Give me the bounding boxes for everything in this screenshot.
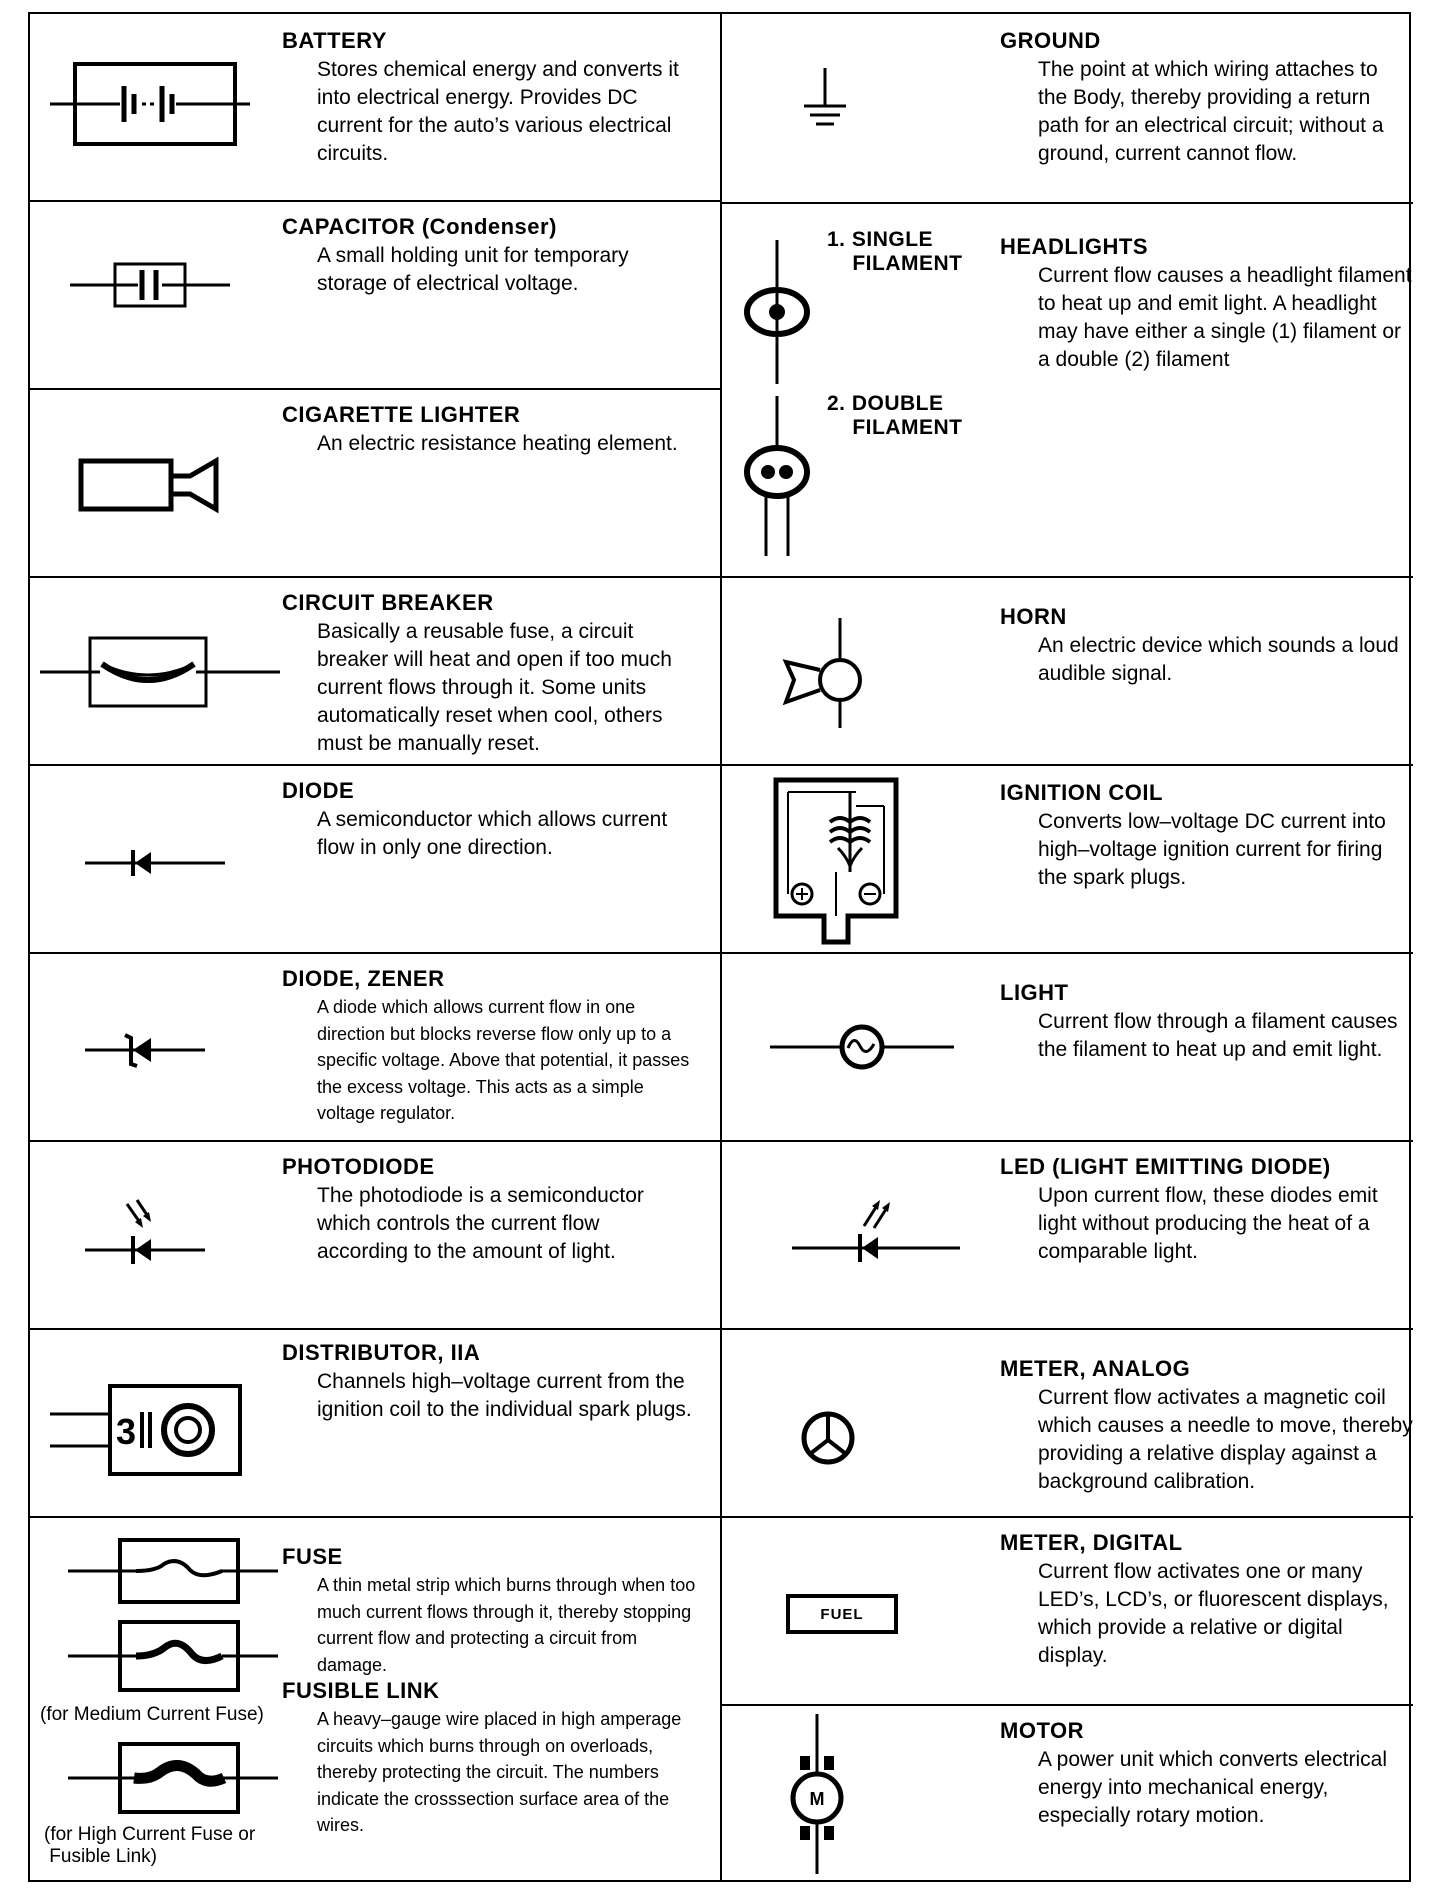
motor-icon [782, 1714, 852, 1874]
digital-meter-icon [786, 1594, 898, 1634]
photodiode-icon [85, 1198, 205, 1268]
entry-title: LIGHT [1000, 980, 1069, 1005]
entry-description: Channels high–voltage current from the ignition coil to the individual spark plugs. [317, 1370, 692, 1421]
entry-description: The point at which wiring attaches to the Body, thereby providing a return path for an electrical circuit; without a ground, current cannot flow. [1038, 58, 1384, 165]
ground-entry [722, 14, 1413, 202]
entry-title: GROUND [1000, 28, 1101, 53]
cigarette-lighter-icon [78, 456, 228, 516]
circuit-breaker-entry [30, 578, 720, 764]
fuse-icon [68, 1536, 278, 1606]
analog-meter-entry [722, 1330, 1413, 1516]
entry-description: A diode which allows current flow in one direction but blocks reverse flow only up to a specific voltage. Above that potential, it passes the excess voltage. This acts as a simple voltage regulator. [317, 997, 690, 1123]
double-filament-label: 2. DOUBLE FILAMENT [827, 392, 963, 439]
diode-icon [85, 848, 225, 878]
entry-title: PHOTODIODE [282, 1154, 435, 1179]
distributor-entry [30, 1330, 720, 1516]
digital-meter-entry [722, 1518, 1413, 1704]
entry-description: Current flow through a filament causes the filament to heat up and emit light. [1038, 1010, 1398, 1061]
medium-current-fuse-icon [68, 1618, 278, 1694]
entry-title: METER, ANALOG [1000, 1356, 1191, 1381]
battery-entry [30, 14, 720, 200]
entry-description: Basically a reusable fuse, a circuit breaker will heat and open if too much current flows through it. Some units automatically reset when cool, others must be manually reset. [317, 620, 672, 755]
horn-entry [722, 578, 1413, 764]
entry-title: DIODE [282, 778, 355, 803]
entry-description: The photodiode is a semiconductor which controls the current flow according to the amount of light. [317, 1184, 644, 1263]
capacitor-entry [30, 202, 720, 388]
ground-icon [800, 68, 850, 138]
fuse-title: FUSE [282, 1544, 343, 1569]
entry-description: Current flow causes a headlight filament to heat up and emit light. A headlight may have either a single (1) filament or a double (2) filament [1038, 264, 1412, 371]
entry-description: A power unit which converts electrical energy into mechanical energy, especially rotary motion. [1038, 1748, 1387, 1827]
zener-diode-icon [85, 1032, 205, 1068]
entry-title: METER, DIGITAL [1000, 1530, 1183, 1555]
capacitor-icon [70, 260, 230, 310]
entry-description: An electric resistance heating element. [317, 432, 678, 455]
entry-description: Current flow activates a magnetic coil which causes a needle to move, thereby providing a relative display against a background calibration. [1038, 1386, 1413, 1493]
symbol-chart [28, 12, 1411, 1882]
entry-title: DISTRIBUTOR, IIA [282, 1340, 481, 1365]
entry-description: Upon current flow, these diodes emit light without producing the heat of a comparable light. [1038, 1184, 1378, 1263]
entry-title: IGNITION COIL [1000, 780, 1163, 805]
battery-icon [50, 54, 250, 154]
light-entry [722, 954, 1413, 1140]
entry-description: Converts low–voltage DC current into high–voltage ignition current for firing the spark plugs. [1038, 810, 1386, 889]
double-filament-headlight-icon [742, 396, 812, 556]
entry-title: CIGARETTE LIGHTER [282, 402, 521, 427]
led-entry [722, 1142, 1413, 1328]
ignition-coil-icon [772, 776, 902, 946]
headlights-entry [722, 204, 1413, 576]
cigarette-lighter-entry [30, 390, 720, 576]
entry-title: DIODE, ZENER [282, 966, 445, 991]
ignition-coil-entry [722, 766, 1413, 952]
fusible-link-description: A heavy–gauge wire placed in high amperage circuits which burns through on overloads, thereby protecting the circuit. The numbers indicate the crosssection surface area of the wires. [317, 1709, 682, 1835]
digital-meter-display: FUEL [820, 1605, 864, 1623]
single-filament-label: 1. SINGLE FILAMENT [827, 228, 963, 275]
svg-text:3: 3 [116, 1411, 137, 1452]
diode-entry [30, 766, 720, 952]
circuit-breaker-icon [40, 634, 280, 710]
single-filament-headlight-icon [742, 240, 812, 384]
motor-entry [722, 1706, 1413, 1884]
entry-title: CIRCUIT BREAKER [282, 590, 494, 615]
fuse-description: A thin metal strip which burns through when too much current flows through it, thereby stopping current flow and protecting a circuit from damage. [317, 1575, 696, 1675]
entry-description: An electric device which sounds a loud audible signal. [1038, 634, 1399, 685]
light-icon [770, 1022, 954, 1072]
entry-title: CAPACITOR (Condenser) [282, 214, 557, 239]
entry-description: Stores chemical energy and converts it into electrical energy. Provides DC current for the auto’s various electrical circuits. [317, 58, 679, 165]
entry-title: HEADLIGHTS [1000, 234, 1148, 259]
zener-diode-entry [30, 954, 720, 1140]
high-current-note: (for High Current Fuse or Fusible Link) [44, 1824, 256, 1867]
entry-description: A small holding unit for temporary storage of electrical voltage. [317, 244, 629, 295]
motor-letter: M [809, 1789, 825, 1809]
entry-description: A semiconductor which allows current flow in only one direction. [317, 808, 668, 859]
entry-description: Current flow activates one or many LED’s, LCD’s, or fluorescent displays, which provide a relative or digital display. [1038, 1560, 1389, 1667]
photodiode-entry [30, 1142, 720, 1328]
medium-current-note: (for Medium Current Fuse) [40, 1704, 264, 1725]
distributor-icon [50, 1380, 250, 1480]
led-icon [792, 1196, 960, 1266]
entry-title: LED (LIGHT EMITTING DIODE) [1000, 1154, 1331, 1179]
entry-title: MOTOR [1000, 1718, 1084, 1743]
fusible-link-title: FUSIBLE LINK [282, 1678, 440, 1703]
horn-icon [782, 618, 872, 728]
fuse-entry [30, 1518, 720, 1884]
entry-title: HORN [1000, 604, 1067, 629]
high-current-fuse-icon [68, 1740, 278, 1816]
entry-title: BATTERY [282, 28, 387, 53]
analog-meter-icon [800, 1410, 856, 1466]
